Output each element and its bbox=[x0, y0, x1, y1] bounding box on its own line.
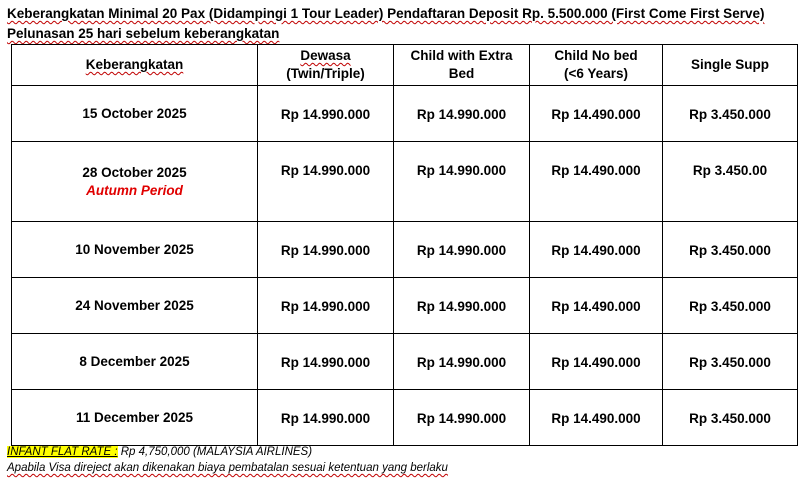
infant-rate-line bbox=[7, 446, 312, 458]
col-child-extra-bed: Child with Extra Bed bbox=[394, 45, 530, 86]
child-no-bed-price: Rp 14.490.000 bbox=[530, 390, 663, 446]
child-no-bed-price: Rp 14.490.000 bbox=[530, 334, 663, 390]
table-header-row bbox=[12, 45, 798, 86]
departure-date: 8 December 2025 bbox=[12, 334, 258, 390]
departure-date: 11 December 2025 bbox=[12, 390, 258, 446]
child-no-bed-price: Rp 14.490.000 bbox=[530, 86, 663, 142]
single-supp-price: Rp 3.450.00 bbox=[663, 142, 798, 222]
col-departure: Keberangkatan bbox=[12, 45, 258, 86]
adult-price: Rp 14.990.000 bbox=[258, 334, 394, 390]
single-supp-price: Rp 3.450.000 bbox=[663, 390, 798, 446]
autumn-period-note: Autumn Period bbox=[86, 182, 183, 198]
price-table bbox=[11, 44, 798, 446]
col-single-supp: Single Supp bbox=[663, 45, 798, 86]
infant-rate-value: Rp 4,750,000 (MALAYSIA AIRLINES) bbox=[117, 446, 313, 458]
child-extra-bed-price: Rp 14.990.000 bbox=[394, 390, 530, 446]
adult-price: Rp 14.990.000 bbox=[258, 390, 394, 446]
child-extra-bed-price: Rp 14.990.000 bbox=[394, 334, 530, 390]
departure-date: 28 October 2025 bbox=[82, 164, 187, 180]
table-row bbox=[12, 86, 798, 142]
col-child-no-bed: Child No bed (<6 Years) bbox=[530, 45, 663, 86]
adult-price: Rp 14.990.000 bbox=[258, 142, 394, 222]
table-row bbox=[12, 390, 798, 446]
header-line-1 bbox=[7, 6, 764, 21]
single-supp-price: Rp 3.450.000 bbox=[663, 86, 798, 142]
single-supp-price: Rp 3.450.000 bbox=[663, 278, 798, 334]
header-text-2: Pelunasan 25 hari sebelum keberangkatan bbox=[7, 26, 280, 41]
child-extra-bed-price: Rp 14.990.000 bbox=[394, 278, 530, 334]
adult-price: Rp 14.990.000 bbox=[258, 86, 394, 142]
child-no-bed-price: Rp 14.490.000 bbox=[530, 222, 663, 278]
table-row bbox=[12, 142, 798, 222]
table-row bbox=[12, 222, 798, 278]
infant-rate-label: INFANT FLAT RATE : bbox=[7, 446, 118, 458]
departure-date: 24 November 2025 bbox=[12, 278, 258, 334]
child-no-bed-price: Rp 14.490.000 bbox=[530, 278, 663, 334]
single-supp-price: Rp 3.450.000 bbox=[663, 334, 798, 390]
table-row bbox=[12, 334, 798, 390]
departure-date: 15 October 2025 bbox=[12, 86, 258, 142]
adult-price: Rp 14.990.000 bbox=[258, 278, 394, 334]
table-row bbox=[12, 278, 798, 334]
col-adult: Dewasa (Twin/Triple) bbox=[258, 45, 394, 86]
header-text-1: Keberangkatan Minimal 20 Pax (Didampingi 1 Tour Leader) Pendaftaran Deposit Rp. 5.500.000 (First Come First Serve) bbox=[7, 6, 765, 21]
departure-date: 10 November 2025 bbox=[12, 222, 258, 278]
child-extra-bed-price: Rp 14.990.000 bbox=[394, 142, 530, 222]
child-no-bed-price: Rp 14.490.000 bbox=[530, 142, 663, 222]
child-extra-bed-price: Rp 14.990.000 bbox=[394, 86, 530, 142]
single-supp-price: Rp 3.450.000 bbox=[663, 222, 798, 278]
departure-date-cell bbox=[12, 142, 258, 222]
adult-price: Rp 14.990.000 bbox=[258, 222, 394, 278]
visa-note-line bbox=[7, 462, 448, 474]
visa-note: Apabila Visa direject akan dikenakan biaya pembatalan sesuai ketentuan yang berlaku bbox=[7, 462, 448, 474]
header-line-2 bbox=[7, 26, 279, 41]
child-extra-bed-price: Rp 14.990.000 bbox=[394, 222, 530, 278]
